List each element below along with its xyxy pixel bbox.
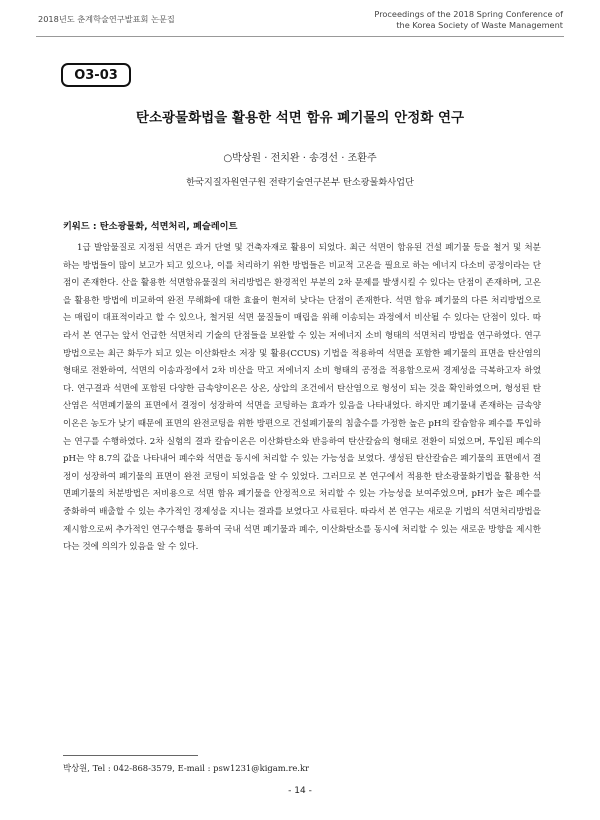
abstract-body: 1급 발암물질로 지정된 석면은 과거 단열 및 건축자재로 활용이 되었다. 최근 석면이 함유된 건설 폐기물 등을 철거 및 처분하는 방법들이 많이 보고가 되고 있으나, 이를 처리하기 위한 방법들은 비교적 고온을 필요로 하는 에너지 다소비 공정이라는 단점이 존재한다. 산을 활용한 석면함유물질의 처리방법은 환경적인 부분의 2차 문제를 발생시킬 수 있다는 단점이 존재하며, 고온을 활용한 방법에 비교하여 완전 무해화에 대한 효율이 현저히 낮다는 단점이 존재한다. 석면 함유 폐기물의 다른 처리방법으로는 매립이 대표적이라고 할 수 있으나, 철거된 석면 물질들이 매립을 위해 이송되는 과정에서 비산될 수 있다는 단점이 있다. 따라서 본 연구는 앞서 언급한 석면처리 기술의 단점들을 보완할 수 있는 저에너지 소비 형태의 석면처리 방법을 연구하였다. 연구방법으로는 최근 화두가 되고 있는 이산화탄소 저장 및 활용(CCUS) 기법을 적용하여 석면을 포함한 폐기물의 표면을 탄산염의 형태로 전환하여, 석면의 이송과정에서 2차 비산을 막고 저에너지 소비 형태의 공정을 적용함으로써 경제성을 극복하고자 하였다. 연구결과 석면에 포함된 다양한 금속양이온은 상온, 상압의 조건에서 탄산염으로 형성이 되는 것을 확인하였으며, 형성된 탄산염은 석면폐기물의 표면에서 결정이 성장하여 석면을 코팅하는 효과가 있음을 나타내었다. 하지만 폐기물내 존재하는 금속양이온은 농도가 낮기 때문에 표면의 완전코팅을 위한 방편으로 건설폐기물의 침출수를 가정한 높은 pH의 칼슘함유 폐수를 투입하는 연구를 수행하였다. 2차 실험의 결과 칼슘이온은 이산화탄소와 반응하여 탄산칼슘의 형태로 전환이 되었으며, 투입된 폐수의 pH는 약 8.7의 값을 나타내어 폐수와 석면을 동시에 처리할 수 있는 가능성을 보였다. 생성된 탄산칼슘은 폐기물의 표면에서 결정이 성장하여 폐기물의 표면이 완전 코팅이 되었음을 알 수 있었다. 그러므로 본 연구에서 적용한 탄소광물화기법을 활용한 석면폐기물의 처분방법은 저비용으로 석면 함유 폐기물을 안정적으로 처리할 수 있는 가능성을 보여주었으며, pH가 높은 폐수를 중화하여 배출할 수 있는 추가적인 경제성을 지니는 결과를 보였다고 사료된다. 따라서 본 연구는 새로운 기법의 석면처리방법을 제시함으로써 추가적인 연구수행을 통하여 국내 석면 폐기물과 폐수, 이산화탄소를 동시에 처리할 수 있는 새로운 방향을 제시한다는 것에 의의가 있음을 알 수 있다. (63, 243, 541, 553)
keywords-line: 키워드 : 탄소광물화, 석면처리, 폐슬레이트 (63, 221, 238, 232)
header-divider (36, 36, 564, 37)
paper-affiliation: 한국지질자원연구원 전략기술연구본부 탄소광물화사업단 (186, 177, 414, 188)
running-header-right-line1: Proceedings of the 2018 Spring Conference of (374, 9, 563, 19)
paper-title: 탄소광물화법을 활용한 석면 함유 폐기물의 안정화 연구 (135, 110, 465, 126)
paper-authors: ○박상원 · 전치완 · 송경선 · 조환주 (223, 153, 377, 164)
running-header-left: 2018년도 춘계학술연구발표회 논문집 (38, 14, 175, 24)
footnote-divider (63, 755, 198, 756)
session-code-badge: O3-03 (61, 63, 131, 87)
page-number: - 14 - (288, 786, 312, 796)
author-contact-footnote: 박상원, Tel : 042-868-3579, E-mail : psw1231@kigam.re.kr (63, 763, 310, 773)
running-header-right (374, 9, 563, 31)
running-header-right-line2: the Korea Society of Waste Management (396, 20, 563, 30)
